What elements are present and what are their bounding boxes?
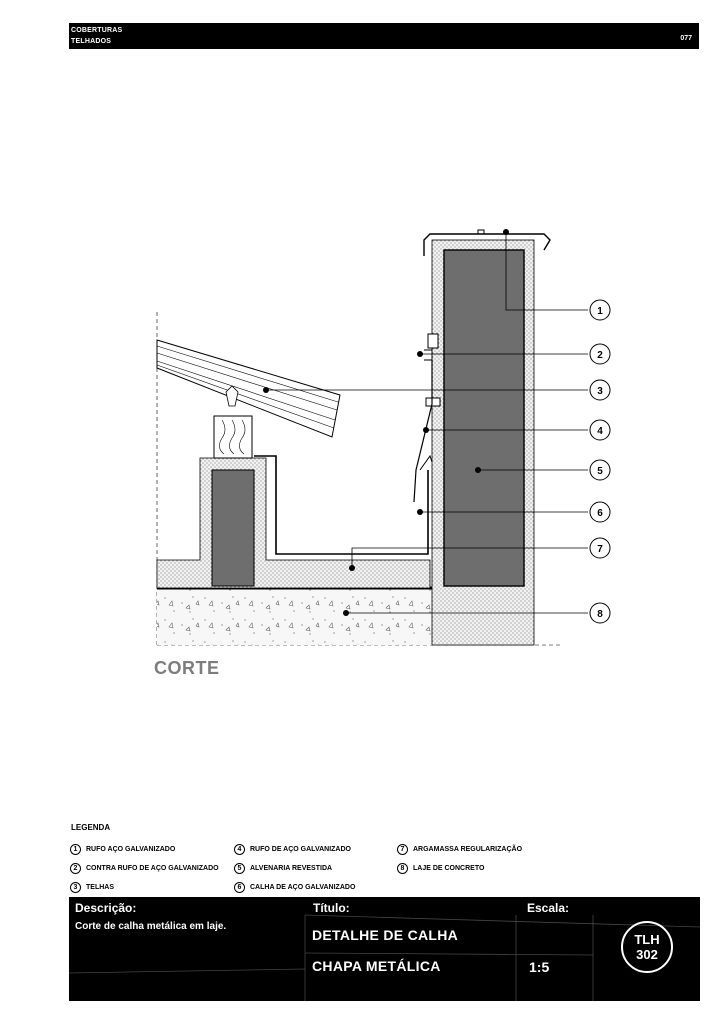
callout-7	[590, 538, 610, 558]
callout-2	[590, 344, 610, 364]
scale-label: Escala:	[527, 901, 570, 915]
legend-title: LEGENDA	[71, 823, 111, 832]
legend-item	[70, 863, 219, 874]
legend-item	[397, 863, 484, 874]
callout-3	[590, 380, 610, 400]
legend-label: RUFO DE AÇO GALVANIZADO	[250, 846, 351, 853]
svg-text:2: 2	[597, 350, 603, 361]
title-line1: DETALHE DE CALHA	[312, 927, 459, 943]
svg-text:5: 5	[597, 466, 603, 477]
description-text: Corte de calha metálica em laje.	[75, 921, 227, 932]
legend-item	[397, 844, 522, 855]
title-block	[69, 897, 700, 1001]
legend-item	[234, 882, 355, 893]
drawing-code-line2: 302	[636, 947, 658, 962]
legend-label: ALVENARIA REVESTIDA	[250, 865, 333, 872]
wall-flashing	[414, 360, 432, 502]
scale-value: 1:5	[529, 959, 550, 975]
legend-label: CALHA DE AÇO GALVANIZADO	[250, 884, 356, 891]
legend-label: LAJE DE CONCRETO	[413, 865, 485, 872]
svg-text:3: 3	[597, 386, 603, 397]
category-line1: COBERTURAS	[71, 27, 123, 34]
legend-label: ARGAMASSA REGULARIZAÇÃO	[413, 846, 523, 853]
callout-8	[590, 603, 610, 623]
legend-number: 8	[397, 863, 408, 874]
callout-4	[590, 420, 610, 440]
callout-circles	[590, 300, 610, 623]
description-label: Descrição:	[75, 901, 137, 915]
counter-flashing	[428, 334, 438, 348]
page-number: 077	[680, 35, 692, 42]
mortar-layer	[157, 458, 430, 588]
legend-number: 4	[234, 844, 245, 855]
svg-text:7: 7	[597, 544, 603, 555]
legend-label: TELHAS	[86, 884, 114, 891]
legend-item	[70, 882, 114, 893]
callout-1	[590, 300, 610, 320]
svg-text:1: 1	[597, 306, 603, 317]
legend-number: 7	[397, 844, 408, 855]
svg-text:6: 6	[597, 508, 603, 519]
legend-item	[234, 844, 351, 855]
callout-6	[590, 502, 610, 522]
legend-item	[70, 844, 175, 855]
legend-number: 1	[70, 844, 81, 855]
section-label: CORTE	[154, 658, 220, 678]
legend-label: CONTRA RUFO DE AÇO GALVANIZADO	[86, 865, 219, 872]
legend-number: 5	[234, 863, 245, 874]
legend-number: 3	[70, 882, 81, 893]
legend-number: 2	[70, 863, 81, 874]
title-label: Título:	[313, 901, 350, 915]
callout-5	[590, 460, 610, 480]
legend-label: RUFO AÇO GALVANIZADO	[86, 846, 176, 853]
drawing-code-line1: TLH	[634, 932, 660, 947]
svg-text:4: 4	[597, 426, 603, 437]
title-block-dividers	[69, 897, 700, 1001]
legend-number: 6	[234, 882, 245, 893]
title-line2: CHAPA METÁLICA	[312, 958, 441, 974]
category-line2: TELHADOS	[71, 38, 112, 45]
low-masonry-wall	[212, 470, 254, 586]
parapet-masonry	[444, 250, 524, 586]
svg-text:8: 8	[597, 609, 603, 620]
legend-item	[234, 863, 332, 874]
metal-gutter	[254, 456, 428, 554]
drawing-code-badge	[621, 921, 673, 973]
